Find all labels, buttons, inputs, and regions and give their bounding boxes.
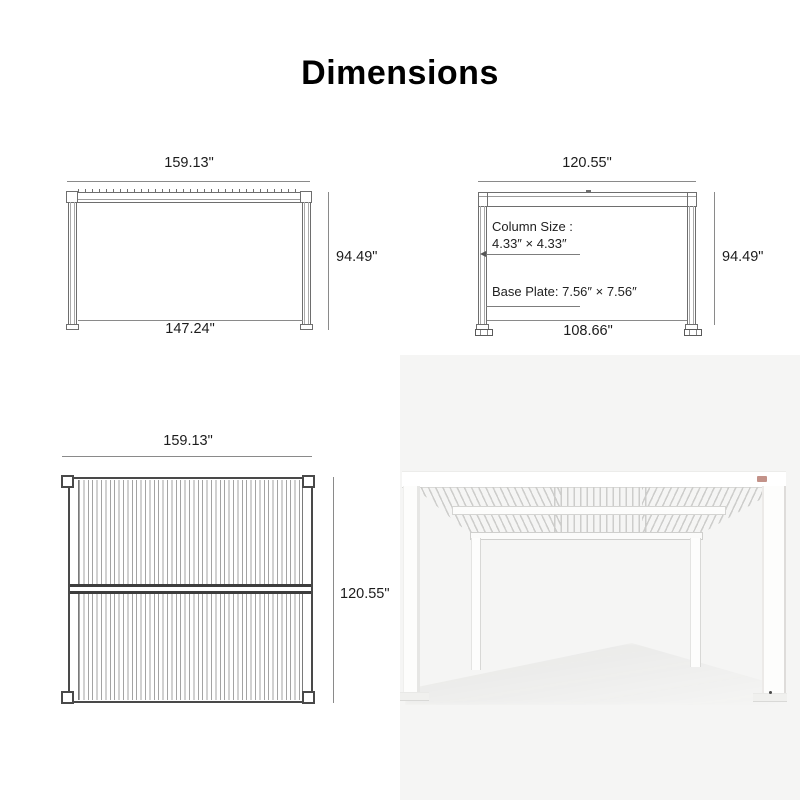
top-view-corner-post-br: [302, 691, 315, 704]
front-inner-width-label: 147.24": [165, 321, 215, 337]
top-view-top-dimension-line: [62, 456, 312, 457]
front-top-dimension-line: [67, 181, 310, 182]
column-size-label: Column Size :: [492, 219, 573, 234]
side-roof-inner-line: [479, 196, 696, 197]
front-width-label: 159.13": [164, 155, 214, 171]
front-height-label: 94.49": [336, 249, 378, 265]
side-roof-center-tick: [586, 190, 591, 193]
top-view-corner-post-bl: [61, 691, 74, 704]
top-view-corner-post-tl: [61, 475, 74, 488]
top-view-width-label: 159.13": [163, 433, 213, 449]
pergola-front-left-base: [400, 692, 429, 701]
pergola-front-right-leg: [762, 486, 786, 694]
pergola-front-beam: [402, 471, 786, 488]
pergola-product-photo: [400, 355, 800, 800]
top-view-corner-post-tr: [302, 475, 315, 488]
pergola-back-left-leg: [471, 538, 481, 670]
pergola-front-right-base: [753, 693, 787, 702]
front-left-column: [68, 202, 77, 330]
base-plate-label: Base Plate: 7.56″ × 7.56″: [492, 284, 637, 299]
anchor-bolt-dot: [769, 691, 772, 694]
side-left-column: [478, 206, 487, 330]
side-top-dimension-line: [478, 181, 696, 182]
side-height-label: 94.49": [722, 249, 764, 265]
side-right-column: [687, 206, 696, 330]
side-left-base-plate: [475, 329, 493, 336]
front-height-dimension-line: [328, 192, 329, 330]
side-roof-beam: [478, 192, 697, 207]
pergola-back-beam: [470, 532, 703, 540]
side-height-dimension-line: [714, 192, 715, 325]
ground-shadow: [405, 643, 783, 705]
column-size-value: 4.33″ × 4.33″: [492, 236, 567, 251]
brand-logo-mark: [757, 476, 767, 482]
pergola-front-left-leg: [403, 486, 420, 693]
pergola-mid-purlin: [452, 506, 726, 515]
top-view-depth-label: 120.55": [340, 586, 390, 602]
side-width-label: 120.55": [562, 155, 612, 171]
page-title: Dimensions: [301, 54, 499, 92]
column-size-leader-line: [486, 254, 580, 255]
top-view-center-beam: [70, 584, 311, 594]
side-inner-width-label: 108.66": [563, 323, 613, 339]
front-right-column: [302, 202, 311, 330]
side-right-base-plate: [684, 329, 702, 336]
side-roof-left-cap: [487, 193, 488, 206]
side-roof-right-cap: [687, 193, 688, 206]
side-bottom-dimension-line: [487, 320, 687, 321]
base-plate-leader-line: [486, 306, 580, 307]
front-roof-beam: [67, 192, 312, 203]
top-view-depth-dimension-line: [333, 477, 334, 703]
pergola-back-right-leg: [690, 538, 701, 667]
